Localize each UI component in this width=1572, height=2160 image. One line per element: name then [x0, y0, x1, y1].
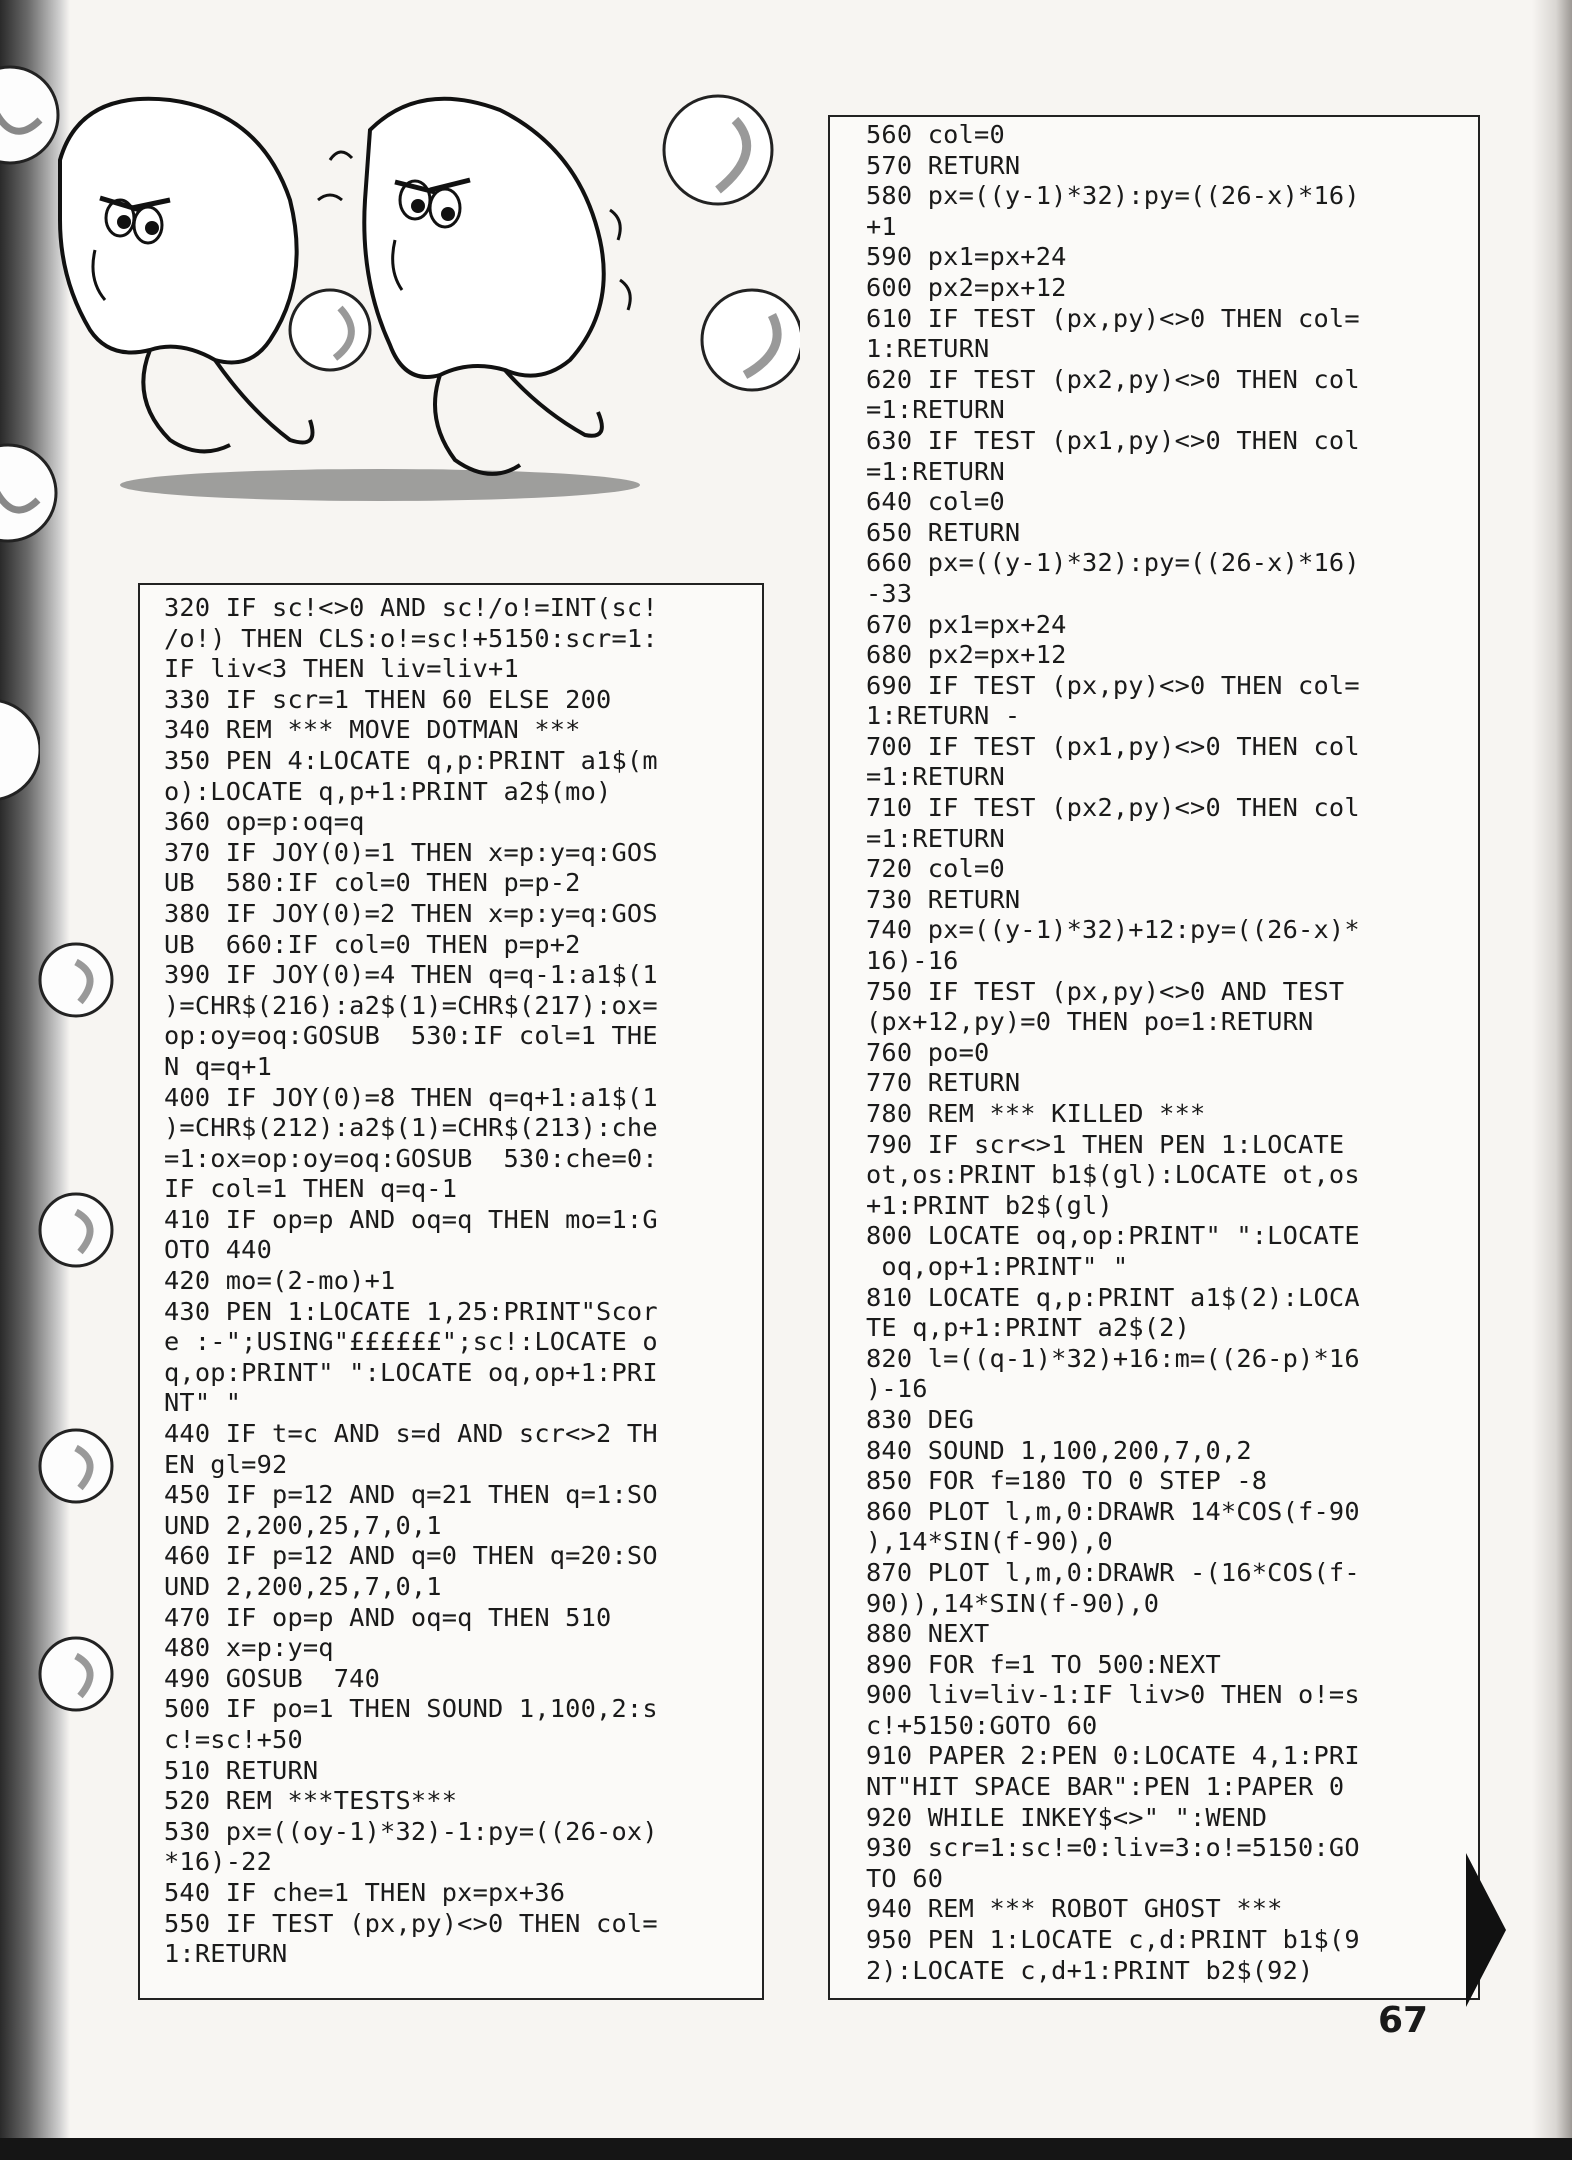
- code-line: -33: [866, 578, 913, 608]
- margin-bubble-icon: [36, 1190, 116, 1270]
- code-line: 940 REM *** ROBOT GHOST ***: [866, 1894, 1283, 1924]
- code-line: 760 po=0: [866, 1037, 990, 1067]
- code-line: N q=q+1: [164, 1051, 273, 1081]
- margin-bubble-icon: [0, 690, 40, 810]
- code-line: 750 IF TEST (px,py)<>0 AND TEST: [866, 976, 1345, 1006]
- code-line: 660 px=((y-1)*32):py=((26-x)*16): [866, 548, 1360, 578]
- code-line: 560 col=0: [866, 120, 1005, 149]
- code-line: UB 660:IF col=0 THEN p=p+2: [164, 929, 581, 959]
- page-edge-shadow: [1532, 0, 1572, 2160]
- code-line: 320 IF sc!<>0 AND sc!/o!=INT(sc!: [164, 593, 658, 622]
- code-line: 770 RETURN: [866, 1068, 1021, 1098]
- code-line: 500 IF po=1 THEN SOUND 1,100,2:s: [164, 1694, 658, 1724]
- code-line: c!+5150:GOTO 60: [866, 1710, 1098, 1740]
- code-line: 590 px1=px+24: [866, 242, 1067, 272]
- code-line: 670 px1=px+24: [866, 609, 1067, 639]
- code-line: 620 IF TEST (px2,py)<>0 THEN col: [866, 364, 1360, 394]
- code-line: UND 2,200,25,7,0,1: [164, 1572, 442, 1601]
- code-line: IF liv<3 THEN liv=liv+1: [164, 654, 519, 684]
- code-line: 350 PEN 4:LOCATE q,p:PRINT a1$(m: [164, 745, 658, 775]
- code-line: 870 PLOT l,m,0:DRAWR -(16*COS(f-: [866, 1557, 1360, 1587]
- code-line: 890 FOR f=1 TO 500:NEXT: [866, 1649, 1221, 1679]
- code-line: 470 IF op=p AND oq=q THEN 510: [164, 1602, 612, 1632]
- code-line: OTO 440: [164, 1235, 273, 1265]
- code-line: =1:RETURN: [866, 456, 1005, 486]
- code-line: 540 IF che=1 THEN px=px+36: [164, 1877, 566, 1907]
- scan-bottom-edge: [0, 2138, 1572, 2160]
- code-line: ),14*SIN(f-90),0: [866, 1527, 1113, 1557]
- code-line: 1:RETURN -: [866, 701, 1021, 731]
- code-line: 860 PLOT l,m,0:DRAWR 14*COS(f-90: [866, 1496, 1360, 1526]
- page-number: 67: [1378, 2000, 1429, 2041]
- code-line: 950 PEN 1:LOCATE c,d:PRINT b1$(9: [866, 1925, 1360, 1955]
- code-line: o):LOCATE q,p+1:PRINT a2$(mo): [164, 776, 612, 806]
- code-line: NT"HIT SPACE BAR":PEN 1:PAPER 0: [866, 1772, 1345, 1802]
- code-line: +1:PRINT b2$(gl): [866, 1190, 1113, 1220]
- code-line: 600 px2=px+12: [866, 272, 1067, 302]
- code-listing-right: [828, 115, 1480, 2000]
- code-line: TO 60: [866, 1863, 944, 1893]
- code-line: )=CHR$(216):a2$(1)=CHR$(217):ox=: [164, 990, 658, 1020]
- code-line: =1:ox=op:oy=oq:GOSUB 530:che=0:: [164, 1143, 658, 1173]
- code-line: (px+12,py)=0 THEN po=1:RETURN: [866, 1007, 1314, 1037]
- code-line: *16)-22: [164, 1847, 273, 1877]
- code-line: UB 580:IF col=0 THEN p=p-2: [164, 868, 581, 898]
- code-line: 720 col=0: [866, 854, 1005, 884]
- bubble-icon: [290, 290, 370, 370]
- code-line: UND 2,200,25,7,0,1: [164, 1510, 442, 1540]
- code-line: NT" ": [164, 1388, 242, 1418]
- code-line: 900 liv=liv-1:IF liv>0 THEN o!=s: [866, 1680, 1360, 1710]
- code-line: 780 REM *** KILLED ***: [866, 1099, 1206, 1128]
- code-line: IF col=1 THEN q=q-1: [164, 1174, 458, 1204]
- margin-bubble-icon: [36, 940, 116, 1020]
- code-line: 820 l=((q-1)*32)+16:m=((26-p)*16: [866, 1343, 1360, 1373]
- code-line: 2):LOCATE c,d+1:PRINT b2$(92): [866, 1955, 1314, 1985]
- code-line: /o!) THEN CLS:o!=sc!+5150:scr=1:: [164, 623, 658, 653]
- code-line: 550 IF TEST (px,py)<>0 THEN col=: [164, 1908, 658, 1938]
- code-line: 490 GOSUB 740: [164, 1663, 381, 1693]
- code-line: )-16: [866, 1374, 928, 1404]
- code-line: 450 IF p=12 AND q=21 THEN q=1:SO: [164, 1480, 658, 1510]
- code-line: oq,op+1:PRINT" ": [866, 1251, 1129, 1281]
- code-line: 330 IF scr=1 THEN 60 ELSE 200: [164, 684, 612, 714]
- motion-lines: [318, 152, 352, 200]
- code-line: 920 WHILE INKEY$<>" ":WEND: [866, 1802, 1268, 1832]
- code-line: 530 px=((oy-1)*32)-1:py=((26-ox): [164, 1816, 658, 1846]
- code-line: 390 IF JOY(0)=4 THEN q=q-1:a1$(1: [164, 960, 658, 990]
- code-line: 480 x=p:y=q: [164, 1633, 334, 1663]
- ghost-illustration: [0, 40, 800, 560]
- bubble-icon: [664, 96, 772, 204]
- code-line: q,op:PRINT" ":LOCATE oq,op+1:PRI: [164, 1357, 658, 1387]
- code-line: 830 DEG: [866, 1404, 975, 1434]
- next-page-arrow-icon: [1466, 1853, 1506, 2007]
- code-line: 380 IF JOY(0)=2 THEN x=p:y=q:GOS: [164, 898, 658, 928]
- code-line: 650 RETURN: [866, 517, 1021, 547]
- code-line: 930 scr=1:sc!=0:liv=3:o!=5150:GO: [866, 1833, 1360, 1863]
- code-line: 640 col=0: [866, 487, 1005, 517]
- code-line: =1:RETURN: [866, 823, 1005, 853]
- code-line: 680 px2=px+12: [866, 640, 1067, 670]
- code-line: 690 IF TEST (px,py)<>0 THEN col=: [866, 670, 1360, 700]
- code-line: e :-";USING"££££££";sc!:LOCATE o: [164, 1327, 658, 1357]
- code-line: 880 NEXT: [866, 1619, 990, 1649]
- code-line: 1:RETURN: [866, 334, 990, 364]
- ghost-left-character: [60, 99, 313, 452]
- code-line: EN gl=92: [164, 1449, 288, 1479]
- code-line: 460 IF p=12 AND q=0 THEN q=20:SO: [164, 1541, 658, 1571]
- code-listing-left: [138, 583, 764, 2000]
- code-line: 16)-16: [866, 946, 959, 976]
- code-line: 370 IF JOY(0)=1 THEN x=p:y=q:GOS: [164, 837, 658, 867]
- code-line: 630 IF TEST (px1,py)<>0 THEN col: [866, 425, 1360, 455]
- code-line: =1:RETURN: [866, 762, 1005, 792]
- code-line: c!=sc!+50: [164, 1724, 303, 1754]
- code-line: )=CHR$(212):a2$(1)=CHR$(213):che: [164, 1113, 658, 1143]
- code-line: 730 RETURN: [866, 884, 1021, 914]
- margin-bubble-icon: [36, 1634, 116, 1714]
- code-line: 520 REM ***TESTS***: [164, 1786, 458, 1816]
- code-line: 610 IF TEST (px,py)<>0 THEN col=: [866, 303, 1360, 333]
- motion-lines: [610, 210, 630, 310]
- code-line: 1:RETURN: [164, 1939, 288, 1969]
- code-line: 810 LOCATE q,p:PRINT a1$(2):LOCA: [866, 1282, 1360, 1312]
- code-line: 710 IF TEST (px2,py)<>0 THEN col: [866, 793, 1360, 823]
- code-line: ot,os:PRINT b1$(gl):LOCATE ot,os: [866, 1160, 1360, 1190]
- code-line: op:oy=oq:GOSUB 530:IF col=1 THE: [164, 1021, 658, 1051]
- code-line: 790 IF scr<>1 THEN PEN 1:LOCATE: [866, 1129, 1345, 1159]
- ground-shadow: [120, 469, 640, 501]
- code-line: 360 op=p:oq=q: [164, 807, 365, 837]
- code-line: 90)),14*SIN(f-90),0: [866, 1588, 1160, 1618]
- code-line: 840 SOUND 1,100,200,7,0,2: [866, 1435, 1252, 1465]
- code-line: 440 IF t=c AND s=d AND scr<>2 TH: [164, 1419, 658, 1449]
- code-line: 400 IF JOY(0)=8 THEN q=q+1:a1$(1: [164, 1082, 658, 1112]
- code-line: 430 PEN 1:LOCATE 1,25:PRINT"Scor: [164, 1296, 658, 1326]
- code-line: 740 px=((y-1)*32)+12:py=((26-x)*: [866, 915, 1360, 945]
- ghost-right-character: [364, 99, 603, 474]
- bubble-icon: [702, 290, 800, 390]
- code-line: 580 px=((y-1)*32):py=((26-x)*16): [866, 181, 1360, 211]
- code-line: 850 FOR f=180 TO 0 STEP -8: [866, 1466, 1268, 1496]
- code-line: 800 LOCATE oq,op:PRINT" ":LOCATE: [866, 1221, 1360, 1251]
- code-line: TE q,p+1:PRINT a2$(2): [866, 1313, 1191, 1343]
- code-line: 700 IF TEST (px1,py)<>0 THEN col: [866, 731, 1360, 761]
- code-line: 410 IF op=p AND oq=q THEN mo=1:G: [164, 1204, 658, 1234]
- code-line: =1:RETURN: [866, 395, 1005, 425]
- code-line: 340 REM *** MOVE DOTMAN ***: [164, 715, 581, 745]
- code-line: 420 mo=(2-mo)+1: [164, 1266, 396, 1296]
- code-line: 570 RETURN: [866, 150, 1021, 180]
- code-line: 910 PAPER 2:PEN 0:LOCATE 4,1:PRI: [866, 1741, 1360, 1771]
- code-line: +1: [866, 211, 897, 241]
- code-line: 510 RETURN: [164, 1755, 319, 1785]
- margin-bubble-icon: [36, 1426, 116, 1506]
